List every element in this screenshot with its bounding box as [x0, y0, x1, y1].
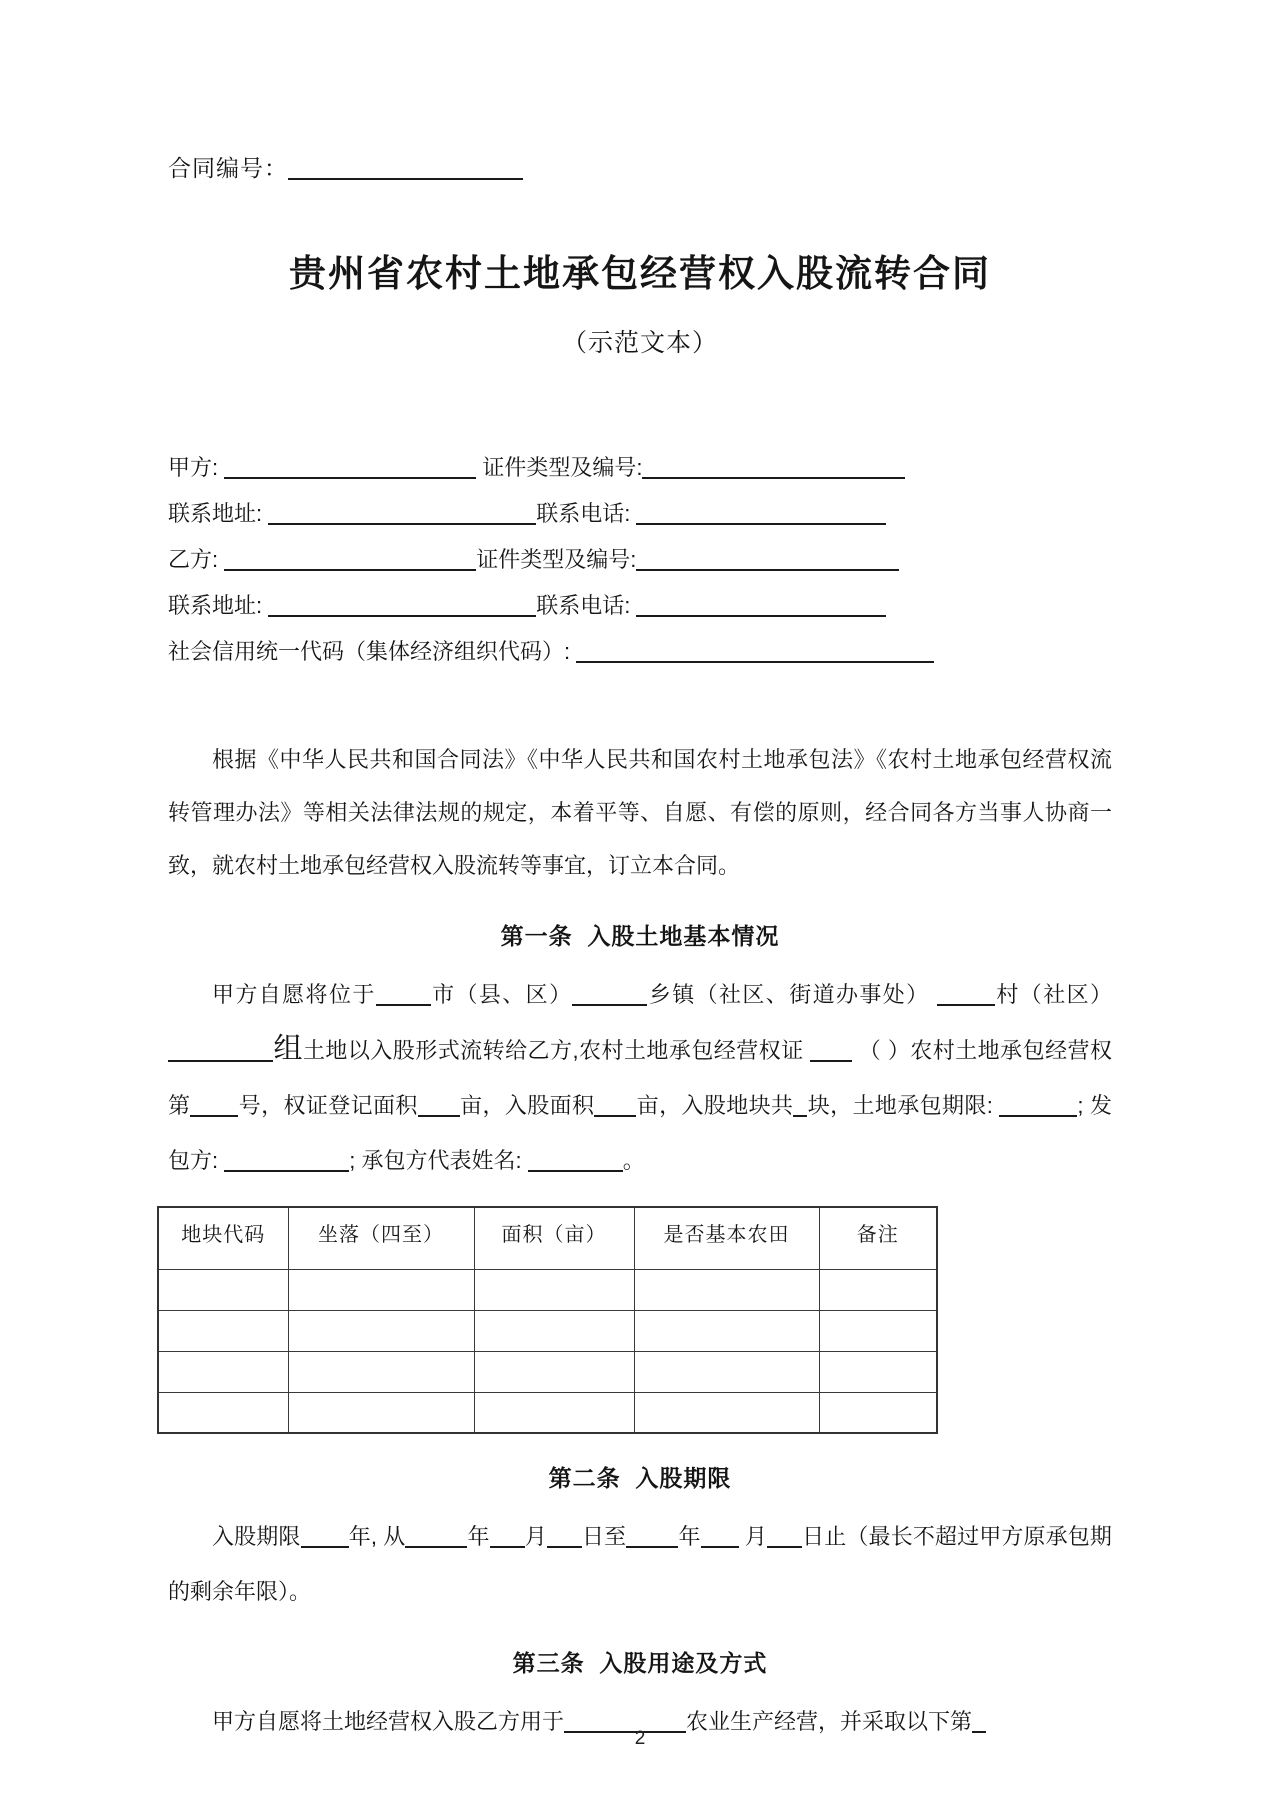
table-cell: [288, 1392, 474, 1433]
section-1-body: [168, 967, 1112, 1188]
text-segment: 农业生产经营，并采取以下第: [686, 1709, 973, 1734]
table-cell: [474, 1351, 634, 1392]
text-segment: 证件类型及编号:: [476, 547, 637, 572]
text-segment: 乙方:: [168, 547, 225, 572]
section-1-heading: 第一条 入股土地基本情况: [500, 923, 780, 949]
section-3-heading: 第三条 入股用途及方式: [512, 1650, 768, 1676]
text-segment: ; 发包方:: [168, 1093, 1112, 1173]
text-segment: 入股期限: [212, 1524, 301, 1549]
text-segment: 联系电话:: [536, 593, 637, 618]
blank-field: [288, 156, 523, 180]
text-segment: （ ）农村土地承包经营权第: [168, 1038, 1112, 1118]
table-header-basic-farmland: 是否基本农田: [634, 1207, 819, 1269]
blank-field: [937, 983, 995, 1006]
table-cell: [288, 1269, 474, 1310]
blank-field: [767, 1525, 802, 1548]
table-cell: [288, 1310, 474, 1351]
blank-field: [268, 502, 536, 525]
blank-field: [224, 548, 476, 571]
blank-field: [528, 1149, 623, 1172]
party-line-jiafang-contact: [168, 491, 1112, 537]
text-segment: 亩，入股面积: [459, 1093, 595, 1118]
land-parcel-table: [157, 1206, 938, 1434]
table-cell: [819, 1351, 937, 1392]
table-header-row: [158, 1207, 937, 1269]
blank-field: [636, 502, 886, 525]
text-segment: 块，土地承包期限:: [807, 1093, 1000, 1118]
blank-field: [376, 983, 431, 1006]
blank-field: [999, 1094, 1077, 1117]
text-segment: 甲方自愿将土地经营权入股乙方用于: [212, 1709, 565, 1734]
table-header-remarks: 备注: [819, 1207, 937, 1269]
table-cell: [474, 1392, 634, 1433]
party-line-jiafang: [168, 445, 1112, 491]
table-header-location: 坐落（四至）: [288, 1207, 474, 1269]
page-number: 2: [634, 1728, 646, 1749]
blank-field: [190, 1094, 238, 1117]
text-segment: 。: [622, 1148, 645, 1173]
blank-field: [701, 1525, 739, 1548]
table-header-parcel-code: 地块代码: [158, 1207, 288, 1269]
party-line-yifang-contact: [168, 583, 1112, 629]
page-title: 贵州省农村土地承包经营权入股流转合同: [289, 253, 991, 294]
preamble-paragraph: 根据《中华人民共和国合同法》《中华人民共和国农村土地承包法》《农村土地承包经营权流转管理办法》等相关法律法规的规定，本着平等、自愿、有偿的原则，经合同各方当事人协商一致，就农村土地承包经营权入股流转等事宜，订立本合同。: [168, 747, 1112, 878]
text-segment: 村（社区）: [995, 982, 1112, 1007]
blank-field: [626, 1525, 678, 1548]
text-segment: 日止（最长不超过甲方原承包期的剩余年限）。: [168, 1524, 1112, 1604]
table-cell: [634, 1269, 819, 1310]
table-row: [158, 1269, 937, 1310]
blank-field: [490, 1525, 525, 1548]
table-cell: [819, 1392, 937, 1433]
table-cell: [158, 1392, 288, 1433]
table-row: [158, 1310, 937, 1351]
blank-field: [224, 1149, 349, 1172]
text-segment: 甲方:: [168, 455, 225, 480]
text-segment: 亩，入股地块共: [636, 1093, 794, 1118]
blank-field: [642, 456, 905, 479]
text-segment: 月: [738, 1524, 767, 1549]
text-segment: 年, 从: [348, 1524, 406, 1549]
table-cell: [158, 1269, 288, 1310]
table-cell: [474, 1310, 634, 1351]
text-segment: 合同编号：: [168, 155, 288, 181]
text-segment: 组: [273, 1033, 303, 1065]
page-subtitle: （示范文本）: [561, 329, 718, 357]
blank-field: [572, 983, 647, 1006]
blank-field: [301, 1525, 349, 1548]
blank-field: [224, 456, 476, 479]
text-segment: 号，权证登记面积: [238, 1093, 418, 1118]
table-header-area: 面积（亩）: [474, 1207, 634, 1269]
text-segment: 年: [678, 1524, 701, 1549]
blank-field: [636, 548, 899, 571]
table-cell: [158, 1351, 288, 1392]
table-cell: [634, 1392, 819, 1433]
text-segment: 土地以入股形式流转给乙方,农村土地承包经营权证: [302, 1038, 811, 1063]
blank-field: [594, 1094, 636, 1117]
section-2-heading: 第二条 入股期限: [548, 1465, 732, 1491]
text-segment: 年: [467, 1524, 490, 1549]
table-body: [158, 1269, 937, 1433]
text-segment: ; 承包方代表姓名:: [349, 1148, 528, 1173]
party-line-credit-code: [168, 629, 1112, 675]
text-segment: 月: [524, 1524, 547, 1549]
blank-field: [576, 640, 934, 663]
text-segment: 联系地址:: [168, 593, 269, 618]
text-segment: 联系地址:: [168, 501, 269, 526]
table-cell: [474, 1269, 634, 1310]
blank-field: [168, 1039, 273, 1062]
text-segment: 社会信用统一代码（集体经济组织代码）:: [168, 639, 577, 664]
blank-field: [418, 1094, 460, 1117]
party-line-yifang: [168, 537, 1112, 583]
blank-field: [268, 594, 536, 617]
table-row: [158, 1392, 937, 1433]
blank-field: [547, 1525, 582, 1548]
table-cell: [819, 1269, 937, 1310]
text-segment: 乡镇（社区、街道办事处）: [647, 982, 938, 1007]
table-cell: [288, 1351, 474, 1392]
contract-number-line: [168, 150, 1112, 183]
blank-field: [793, 1094, 807, 1117]
text-segment: 日至: [581, 1524, 627, 1549]
text-segment: 证件类型及编号:: [476, 455, 643, 480]
blank-field: [405, 1525, 467, 1548]
table-cell: [634, 1310, 819, 1351]
blank-field: [636, 594, 886, 617]
text-segment: 联系电话:: [536, 501, 637, 526]
table-cell: [634, 1351, 819, 1392]
text-segment: 市（县、区）: [430, 982, 573, 1007]
parties-block: [168, 445, 1112, 675]
section-2-body: [168, 1509, 1112, 1619]
table-row: [158, 1351, 937, 1392]
table-cell: [819, 1310, 937, 1351]
blank-field: [810, 1039, 852, 1062]
text-segment: 甲方自愿将位于: [212, 982, 376, 1007]
table-cell: [158, 1310, 288, 1351]
